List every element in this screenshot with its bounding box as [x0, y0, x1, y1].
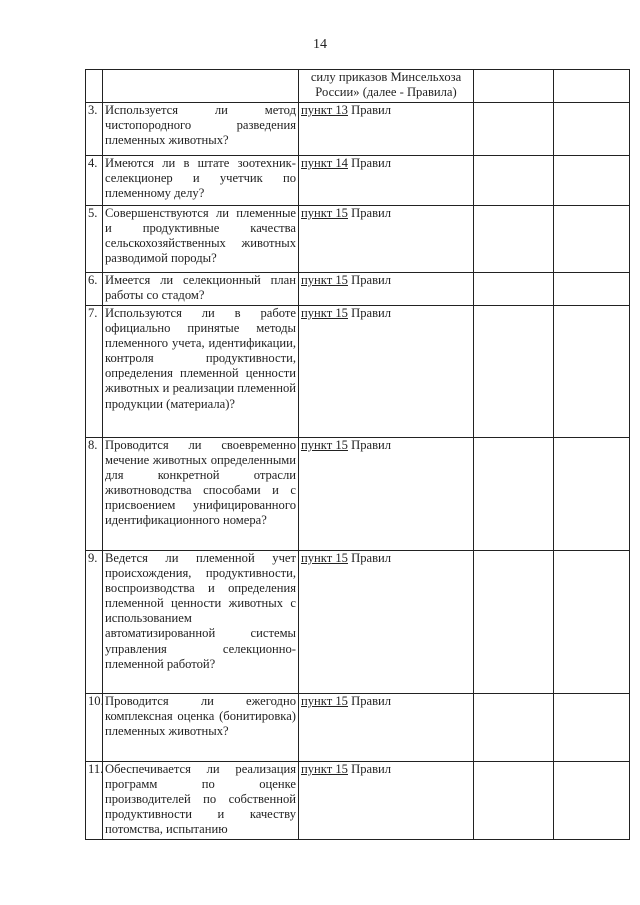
question-text: Имеется ли селекционный план работы со стадом? — [103, 273, 299, 306]
answer-cell — [474, 70, 554, 103]
note-cell — [554, 694, 630, 762]
note-cell — [554, 438, 630, 551]
row-number: 6. — [86, 273, 103, 306]
question-cell — [103, 70, 299, 103]
reference-suffix: Правил — [347, 156, 392, 170]
reference-cell — [299, 273, 474, 306]
row-number: 5. — [86, 206, 103, 273]
reference-suffix: Правил — [347, 206, 392, 220]
reference-cell — [299, 306, 474, 438]
table-row — [86, 306, 630, 438]
table-row — [86, 156, 630, 206]
note-cell — [554, 156, 630, 206]
reference-suffix: Правил — [347, 438, 392, 452]
reference-link[interactable]: пункт 15 — [301, 273, 348, 287]
question-text: Проводится ли своевременно мечение животных определенными для конкретной отрасли животноводства способами и с присвоением унифицированного идентификационного номера? — [103, 438, 299, 551]
row-number: 4. — [86, 156, 103, 206]
reference-cell — [299, 156, 474, 206]
answer-cell — [474, 156, 554, 206]
reference-suffix: Правил — [347, 306, 392, 320]
question-text: Обеспечивается ли реализация программ по оценке производителей по собственной продуктивности и качеству потомства, испытанию — [103, 762, 299, 840]
note-cell — [554, 551, 630, 694]
reference-link[interactable]: пункт 13 — [301, 103, 348, 117]
note-cell — [554, 762, 630, 840]
note-cell — [554, 206, 630, 273]
answer-cell — [474, 103, 554, 156]
note-cell — [554, 70, 630, 103]
reference-suffix: Правил — [347, 694, 392, 708]
answer-cell — [474, 306, 554, 438]
reference-link[interactable]: пункт 15 — [301, 762, 348, 776]
table-row — [86, 762, 630, 840]
answer-cell — [474, 438, 554, 551]
table-row — [86, 206, 630, 273]
reference-cell — [299, 762, 474, 840]
answer-cell — [474, 206, 554, 273]
number-cell — [86, 70, 103, 103]
answer-cell — [474, 273, 554, 306]
reference-link[interactable]: пункт 15 — [301, 306, 348, 320]
note-cell — [554, 273, 630, 306]
answer-cell — [474, 762, 554, 840]
reference-suffix: Правил — [347, 762, 392, 776]
reference-cell — [299, 206, 474, 273]
row-number: 3. — [86, 103, 103, 156]
reference-suffix: Правил — [347, 103, 392, 117]
reference-link[interactable]: пункт 15 — [301, 551, 348, 565]
reference-cell: силу приказов Минсельхоза России» (далее - Правила) — [299, 70, 474, 103]
question-text: Используются ли в работе официально принятые методы племенного учета, идентификации, контроля продуктивности, определения племенной ценности животных и реализации племенной продукции (материала)? — [103, 306, 299, 438]
question-text: Совершенствуются ли племенные и продуктивные качества сельскохозяйственных животных разводимой породы? — [103, 206, 299, 273]
reference-cell — [299, 694, 474, 762]
reference-link[interactable]: пункт 15 — [301, 438, 348, 452]
reference-suffix: Правил — [347, 273, 392, 287]
question-text: Проводится ли ежегодно комплексная оценка (бонитировка) племенных животных? — [103, 694, 299, 762]
note-cell — [554, 103, 630, 156]
table-row — [86, 551, 630, 694]
table-row — [86, 438, 630, 551]
row-number: 11. — [86, 762, 103, 840]
table-row-continuation — [86, 70, 630, 103]
reference-link[interactable]: пункт 14 — [301, 156, 348, 170]
question-text: Ведется ли племенной учет происхождения, продуктивности, воспроизводства и определения племенной ценности животных с использованием автоматизированной системы управления селекционно-племенной работой? — [103, 551, 299, 694]
note-cell — [554, 306, 630, 438]
row-number: 9. — [86, 551, 103, 694]
row-number: 10. — [86, 694, 103, 762]
reference-suffix: Правил — [347, 551, 392, 565]
reference-cell — [299, 103, 474, 156]
table-row — [86, 103, 630, 156]
row-number: 8. — [86, 438, 103, 551]
page-number: 14 — [313, 37, 327, 52]
row-number: 7. — [86, 306, 103, 438]
answer-cell — [474, 694, 554, 762]
table-row — [86, 694, 630, 762]
reference-cell — [299, 551, 474, 694]
reference-cell — [299, 438, 474, 551]
answer-cell — [474, 551, 554, 694]
question-text: Используется ли метод чистопородного разведения племенных животных? — [103, 103, 299, 156]
reference-link[interactable]: пункт 15 — [301, 694, 348, 708]
question-text: Имеются ли в штате зоотехник-селекционер и учетчик по племенному делу? — [103, 156, 299, 206]
checklist-table — [85, 69, 630, 840]
reference-link[interactable]: пункт 15 — [301, 206, 348, 220]
table-row — [86, 273, 630, 306]
